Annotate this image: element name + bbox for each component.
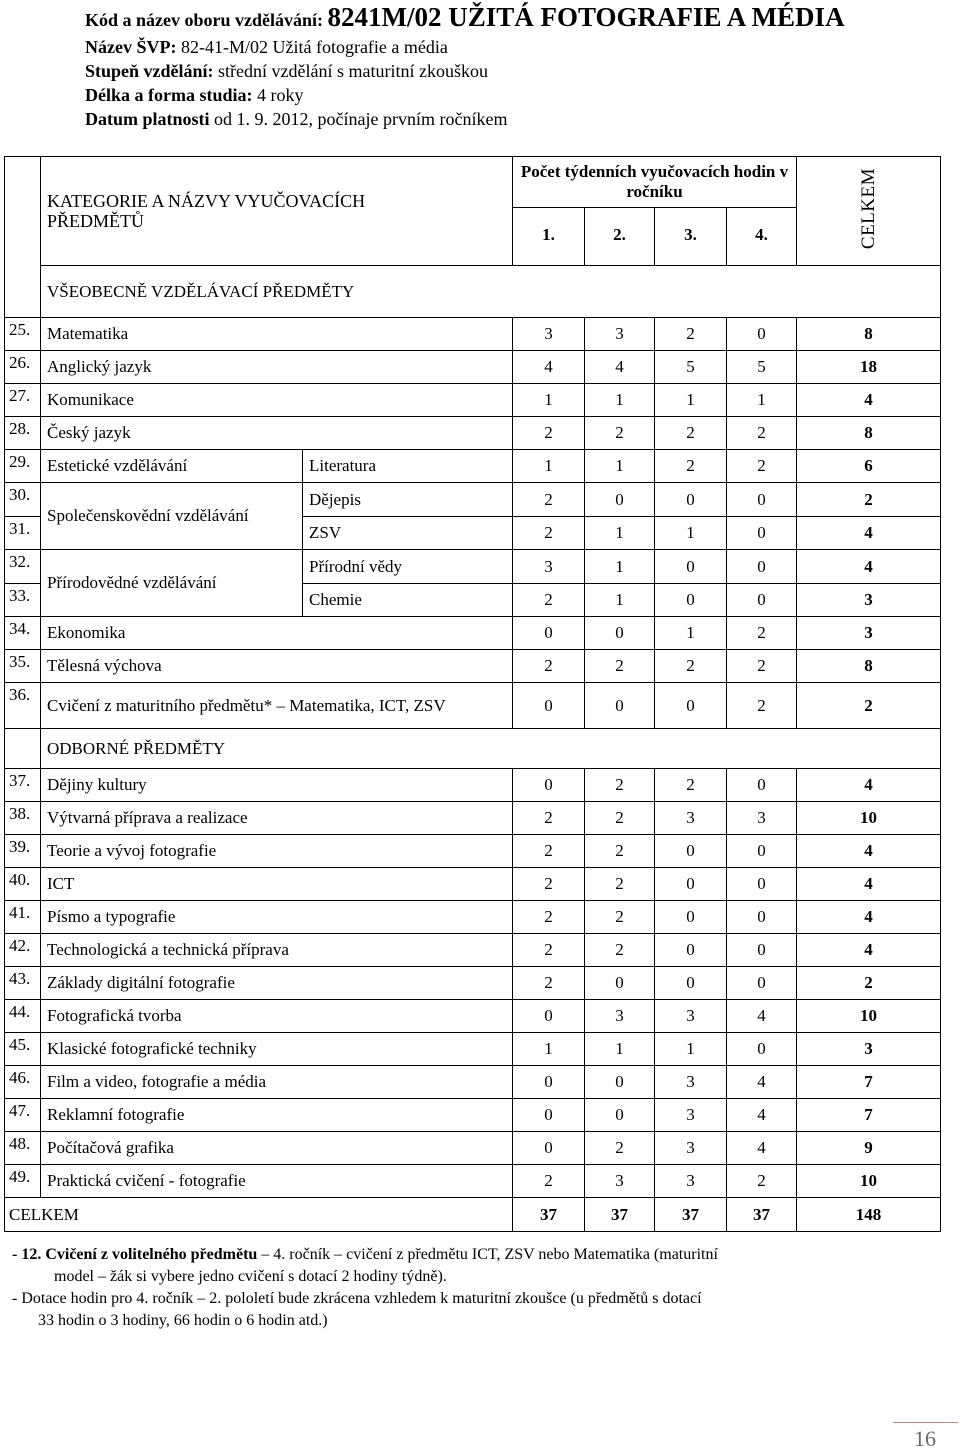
subject-name: Film a video, fotografie a média bbox=[41, 1066, 513, 1099]
hours-y3: 3 bbox=[655, 1099, 727, 1132]
table-row bbox=[5, 483, 941, 517]
row-number: 27. bbox=[5, 384, 41, 417]
hours-y2: 2 bbox=[585, 650, 655, 683]
subject-group: Společenskovědní vzdělávání bbox=[41, 483, 303, 550]
hours-y4: 0 bbox=[727, 584, 797, 617]
hours-y4: 0 bbox=[727, 550, 797, 584]
hours-y2: 2 bbox=[585, 1132, 655, 1165]
table-row bbox=[5, 683, 941, 729]
hours-total: 6 bbox=[797, 450, 941, 483]
hours-y2: 2 bbox=[585, 769, 655, 802]
row-number: 25. bbox=[5, 318, 41, 351]
hours-y4: 0 bbox=[727, 769, 797, 802]
hours-total: 10 bbox=[797, 1165, 941, 1198]
hours-y4: 0 bbox=[727, 967, 797, 1000]
hours-y1: 1 bbox=[513, 1033, 585, 1066]
hours-y1: 2 bbox=[513, 483, 585, 517]
row-number: 34. bbox=[5, 617, 41, 650]
hours-y1: 3 bbox=[513, 550, 585, 584]
subject-name: Komunikace bbox=[41, 384, 513, 417]
hours-y4: 1 bbox=[727, 384, 797, 417]
study-length-value: 4 roky bbox=[257, 85, 304, 105]
hours-y3: 3 bbox=[655, 1066, 727, 1099]
table-row bbox=[5, 835, 941, 868]
footnote-1-line2: model – žák si vybere jedno cvičení s dotací 2 hodiny týdně). bbox=[54, 1268, 447, 1285]
row-number: 49. bbox=[5, 1165, 41, 1198]
hours-y4: 2 bbox=[727, 417, 797, 450]
row-number: 37. bbox=[5, 769, 41, 802]
hours-y3: 1 bbox=[655, 517, 727, 550]
subject-name: Matematika bbox=[41, 318, 513, 351]
hours-y2: 2 bbox=[585, 417, 655, 450]
table-row bbox=[5, 868, 941, 901]
header-year-2: 2. bbox=[585, 208, 655, 266]
hours-y3: 0 bbox=[655, 934, 727, 967]
row-number: 35. bbox=[5, 650, 41, 683]
hours-y2: 0 bbox=[585, 1099, 655, 1132]
hours-y3: 0 bbox=[655, 967, 727, 1000]
header-total bbox=[797, 157, 941, 266]
subject-name: Tělesná výchova bbox=[41, 650, 513, 683]
total-label: CELKEM bbox=[5, 1198, 513, 1232]
svp-value: 82-41-M/02 Užitá fotografie a média bbox=[180, 37, 448, 57]
hours-y4: 0 bbox=[727, 318, 797, 351]
hours-total: 4 bbox=[797, 550, 941, 584]
subject-name: Teorie a vývoj fotografie bbox=[41, 835, 513, 868]
hours-y2: 4 bbox=[585, 351, 655, 384]
hours-y2: 2 bbox=[585, 835, 655, 868]
subject-name: Ekonomika bbox=[41, 617, 513, 650]
hours-y4: 0 bbox=[727, 901, 797, 934]
section-professional: ODBORNÉ PŘEDMĚTY bbox=[41, 729, 941, 769]
table-row bbox=[5, 550, 941, 584]
row-number: 38. bbox=[5, 802, 41, 835]
table-row bbox=[5, 351, 941, 384]
hours-y1: 3 bbox=[513, 318, 585, 351]
row-number: 26. bbox=[5, 351, 41, 384]
total-y1: 37 bbox=[513, 1198, 585, 1232]
subject-name-text: Cvičení z maturitního předmětu* – Matematika, ICT, ZSV bbox=[47, 695, 446, 715]
subject-name: Literatura bbox=[303, 450, 513, 483]
hours-total: 8 bbox=[797, 650, 941, 683]
hours-total: 2 bbox=[797, 967, 941, 1000]
hours-y2: 3 bbox=[585, 1000, 655, 1033]
row-number: 42. bbox=[5, 934, 41, 967]
hours-y4: 0 bbox=[727, 517, 797, 550]
table-row bbox=[5, 901, 941, 934]
hours-y3: 2 bbox=[655, 318, 727, 351]
hours-y3: 2 bbox=[655, 450, 727, 483]
study-length-line bbox=[85, 83, 845, 107]
hours-y4: 2 bbox=[727, 450, 797, 483]
document-header bbox=[85, 2, 845, 131]
hours-y1: 2 bbox=[513, 967, 585, 1000]
hours-total: 4 bbox=[797, 835, 941, 868]
row-number: 46. bbox=[5, 1066, 41, 1099]
table-row bbox=[5, 967, 941, 1000]
subject-name: Přírodní vědy bbox=[303, 550, 513, 584]
study-length-label: Délka a forma studia: bbox=[85, 85, 253, 105]
hours-total: 7 bbox=[797, 1066, 941, 1099]
field-study-line bbox=[85, 2, 845, 35]
subject-name: ICT bbox=[41, 868, 513, 901]
section-num-cell bbox=[5, 266, 41, 318]
header-year-4: 4. bbox=[727, 208, 797, 266]
hours-y2: 1 bbox=[585, 1033, 655, 1066]
table-row bbox=[5, 1132, 941, 1165]
footnote-1-prefix: - 12. bbox=[12, 1246, 46, 1263]
hours-total: 4 bbox=[797, 901, 941, 934]
total-y3: 37 bbox=[655, 1198, 727, 1232]
table-row bbox=[5, 617, 941, 650]
hours-y4: 0 bbox=[727, 835, 797, 868]
row-number: 45. bbox=[5, 1033, 41, 1066]
row-number: 30. bbox=[5, 483, 41, 517]
subject-group: Přírodovědné vzdělávání bbox=[41, 550, 303, 617]
hours-y2: 1 bbox=[585, 584, 655, 617]
table-row bbox=[5, 1000, 941, 1033]
hours-y4: 3 bbox=[727, 802, 797, 835]
hours-y3: 1 bbox=[655, 384, 727, 417]
hours-y1: 0 bbox=[513, 1099, 585, 1132]
hours-y4: 2 bbox=[727, 617, 797, 650]
hours-total: 8 bbox=[797, 318, 941, 351]
hours-y3: 3 bbox=[655, 1165, 727, 1198]
footnotes bbox=[12, 1244, 718, 1332]
row-number: 41. bbox=[5, 901, 41, 934]
table-row bbox=[5, 1033, 941, 1066]
footnote-1-bold: Cvičení z volitelného předmětu bbox=[45, 1246, 258, 1263]
subject-name: Fotografická tvorba bbox=[41, 1000, 513, 1033]
hours-total: 3 bbox=[797, 1033, 941, 1066]
hours-y2: 3 bbox=[585, 1165, 655, 1198]
hours-y3: 2 bbox=[655, 650, 727, 683]
hours-y2: 2 bbox=[585, 934, 655, 967]
hours-total: 2 bbox=[797, 683, 941, 729]
row-number: 40. bbox=[5, 868, 41, 901]
total-sum: 148 bbox=[797, 1198, 941, 1232]
header-year-3: 3. bbox=[655, 208, 727, 266]
hours-y1: 2 bbox=[513, 417, 585, 450]
hours-total: 3 bbox=[797, 584, 941, 617]
hours-y1: 1 bbox=[513, 384, 585, 417]
hours-y1: 2 bbox=[513, 517, 585, 550]
hours-y2: 0 bbox=[585, 483, 655, 517]
field-study-label: Kód a název oboru vzdělávání: bbox=[85, 10, 324, 30]
hours-y3: 0 bbox=[655, 835, 727, 868]
hours-y4: 2 bbox=[727, 650, 797, 683]
hours-y4: 4 bbox=[727, 1066, 797, 1099]
hours-total: 18 bbox=[797, 351, 941, 384]
hours-total: 4 bbox=[797, 384, 941, 417]
hours-y1: 0 bbox=[513, 617, 585, 650]
subject-name: Praktická cvičení - fotografie bbox=[41, 1165, 513, 1198]
hours-total: 7 bbox=[797, 1099, 941, 1132]
subject-name: Dějepis bbox=[303, 483, 513, 517]
row-number: 43. bbox=[5, 967, 41, 1000]
subject-name: ZSV bbox=[303, 517, 513, 550]
subject-name: Písmo a typografie bbox=[41, 901, 513, 934]
hours-y1: 2 bbox=[513, 901, 585, 934]
hours-y2: 0 bbox=[585, 967, 655, 1000]
row-number: 47. bbox=[5, 1099, 41, 1132]
table-row bbox=[5, 384, 941, 417]
hours-y4: 0 bbox=[727, 868, 797, 901]
table-row bbox=[5, 450, 941, 483]
table-row bbox=[5, 769, 941, 802]
page-number: 16 bbox=[914, 1426, 936, 1451]
hours-y2: 0 bbox=[585, 1066, 655, 1099]
education-level-line bbox=[85, 59, 845, 83]
total-y2: 37 bbox=[585, 1198, 655, 1232]
subject-name: Výtvarná příprava a realizace bbox=[41, 802, 513, 835]
hours-total: 10 bbox=[797, 802, 941, 835]
hours-y2: 1 bbox=[585, 450, 655, 483]
education-level-value: střední vzdělání s maturitní zkouškou bbox=[218, 61, 488, 81]
hours-y1: 0 bbox=[513, 769, 585, 802]
hours-y2: 3 bbox=[585, 318, 655, 351]
hours-y3: 3 bbox=[655, 1000, 727, 1033]
svp-line bbox=[85, 35, 845, 59]
header-num-cell bbox=[5, 157, 41, 266]
subject-name: Počítačová grafika bbox=[41, 1132, 513, 1165]
hours-y2: 2 bbox=[585, 868, 655, 901]
header-category bbox=[41, 157, 513, 266]
hours-y1: 0 bbox=[513, 683, 585, 729]
page-number-rule bbox=[893, 1422, 958, 1423]
row-number: 48. bbox=[5, 1132, 41, 1165]
row-number: 32. bbox=[5, 550, 41, 584]
total-y4: 37 bbox=[727, 1198, 797, 1232]
hours-y3: 0 bbox=[655, 683, 727, 729]
table-row bbox=[5, 802, 941, 835]
row-number: 33. bbox=[5, 584, 41, 617]
section-num-cell bbox=[5, 729, 41, 769]
hours-y4: 4 bbox=[727, 1132, 797, 1165]
hours-y3: 1 bbox=[655, 617, 727, 650]
table-row bbox=[5, 1066, 941, 1099]
subject-group: Estetické vzdělávání bbox=[41, 450, 303, 483]
hours-total: 4 bbox=[797, 868, 941, 901]
hours-y2: 1 bbox=[585, 384, 655, 417]
hours-y2: 1 bbox=[585, 550, 655, 584]
hours-y4: 0 bbox=[727, 934, 797, 967]
hours-total: 4 bbox=[797, 517, 941, 550]
header-year-1: 1. bbox=[513, 208, 585, 266]
hours-y1: 1 bbox=[513, 450, 585, 483]
subject-name: Základy digitální fotografie bbox=[41, 967, 513, 1000]
hours-y3: 0 bbox=[655, 483, 727, 517]
footnote-1-rest: – 4. ročník – cvičení z předmětu ICT, ZSV nebo Matematika (maturitní bbox=[257, 1246, 718, 1263]
validity-value: od 1. 9. 2012, počínaje prvním ročníkem bbox=[214, 109, 508, 129]
hours-y3: 1 bbox=[655, 1033, 727, 1066]
table-row bbox=[5, 650, 941, 683]
hours-y1: 2 bbox=[513, 835, 585, 868]
hours-y3: 0 bbox=[655, 868, 727, 901]
table-row bbox=[5, 417, 941, 450]
hours-y1: 2 bbox=[513, 934, 585, 967]
row-number: 44. bbox=[5, 1000, 41, 1033]
subject-name bbox=[41, 683, 513, 729]
hours-y2: 2 bbox=[585, 901, 655, 934]
hours-y3: 5 bbox=[655, 351, 727, 384]
hours-y4: 4 bbox=[727, 1099, 797, 1132]
hours-total: 3 bbox=[797, 617, 941, 650]
hours-y2: 0 bbox=[585, 617, 655, 650]
table-row bbox=[5, 1165, 941, 1198]
field-study-value: 8241M/02 UŽITÁ FOTOGRAFIE A MÉDIA bbox=[327, 2, 845, 32]
hours-y3: 0 bbox=[655, 550, 727, 584]
education-level-label: Stupeň vzdělání: bbox=[85, 61, 214, 81]
header-total-text: CELKEM bbox=[857, 167, 879, 250]
footnote-2-line2: 33 hodin o 3 hodiny, 66 hodin o 6 hodin atd.) bbox=[38, 1312, 328, 1329]
hours-y3: 2 bbox=[655, 769, 727, 802]
header-category-text: KATEGORIE A NÁZVY VYUČOVACÍCH PŘEDMĚTŮ bbox=[47, 191, 366, 231]
subject-name: Anglický jazyk bbox=[41, 351, 513, 384]
hours-y3: 2 bbox=[655, 417, 727, 450]
svp-label: Název ŠVP: bbox=[85, 37, 177, 57]
footnote-2: - Dotace hodin pro 4. ročník – 2. pololetí bude zkrácena vzhledem k maturitní zkoušce (u předmětů s dotací bbox=[12, 1290, 702, 1307]
hours-y1: 2 bbox=[513, 868, 585, 901]
hours-y3: 3 bbox=[655, 802, 727, 835]
hours-y4: 4 bbox=[727, 1000, 797, 1033]
row-number: 31. bbox=[5, 517, 41, 550]
hours-y1: 0 bbox=[513, 1000, 585, 1033]
hours-total: 9 bbox=[797, 1132, 941, 1165]
hours-total: 2 bbox=[797, 483, 941, 517]
hours-y4: 2 bbox=[727, 1165, 797, 1198]
row-number: 39. bbox=[5, 835, 41, 868]
subject-name: Chemie bbox=[303, 584, 513, 617]
curriculum-table bbox=[4, 156, 941, 1232]
hours-y1: 2 bbox=[513, 1165, 585, 1198]
hours-total: 4 bbox=[797, 934, 941, 967]
hours-y2: 2 bbox=[585, 802, 655, 835]
hours-y4: 2 bbox=[727, 683, 797, 729]
hours-y4: 5 bbox=[727, 351, 797, 384]
total-row bbox=[5, 1198, 941, 1232]
validity-label: Datum platnosti bbox=[85, 109, 210, 129]
hours-y2: 0 bbox=[585, 683, 655, 729]
hours-y4: 0 bbox=[727, 483, 797, 517]
hours-y1: 2 bbox=[513, 584, 585, 617]
subject-name: Klasické fotografické techniky bbox=[41, 1033, 513, 1066]
hours-y3: 3 bbox=[655, 1132, 727, 1165]
header-hours: Počet týdenních vyučovacích hodin v ročníku bbox=[513, 157, 797, 208]
table-row bbox=[5, 318, 941, 351]
row-number: 36. bbox=[5, 683, 41, 729]
hours-total: 4 bbox=[797, 769, 941, 802]
hours-y2: 1 bbox=[585, 517, 655, 550]
subject-name: Dějiny kultury bbox=[41, 769, 513, 802]
row-number: 28. bbox=[5, 417, 41, 450]
row-number: 29. bbox=[5, 450, 41, 483]
hours-y1: 2 bbox=[513, 650, 585, 683]
hours-total: 10 bbox=[797, 1000, 941, 1033]
professional-rows bbox=[5, 769, 941, 1198]
hours-y4: 0 bbox=[727, 1033, 797, 1066]
subject-name: Technologická a technická příprava bbox=[41, 934, 513, 967]
hours-y3: 0 bbox=[655, 901, 727, 934]
hours-y1: 4 bbox=[513, 351, 585, 384]
general-simple-rows bbox=[5, 318, 941, 450]
table-row bbox=[5, 1099, 941, 1132]
subject-name: Reklamní fotografie bbox=[41, 1099, 513, 1132]
table-row bbox=[5, 934, 941, 967]
subject-name: Český jazyk bbox=[41, 417, 513, 450]
validity-line bbox=[85, 107, 845, 131]
hours-y3: 0 bbox=[655, 584, 727, 617]
hours-total: 8 bbox=[797, 417, 941, 450]
footnote-1 bbox=[12, 1244, 718, 1266]
hours-y1: 0 bbox=[513, 1132, 585, 1165]
hours-y1: 0 bbox=[513, 1066, 585, 1099]
section-general: VŠEOBECNĚ VZDĚLÁVACÍ PŘEDMĚTY bbox=[41, 266, 941, 318]
hours-y1: 2 bbox=[513, 802, 585, 835]
